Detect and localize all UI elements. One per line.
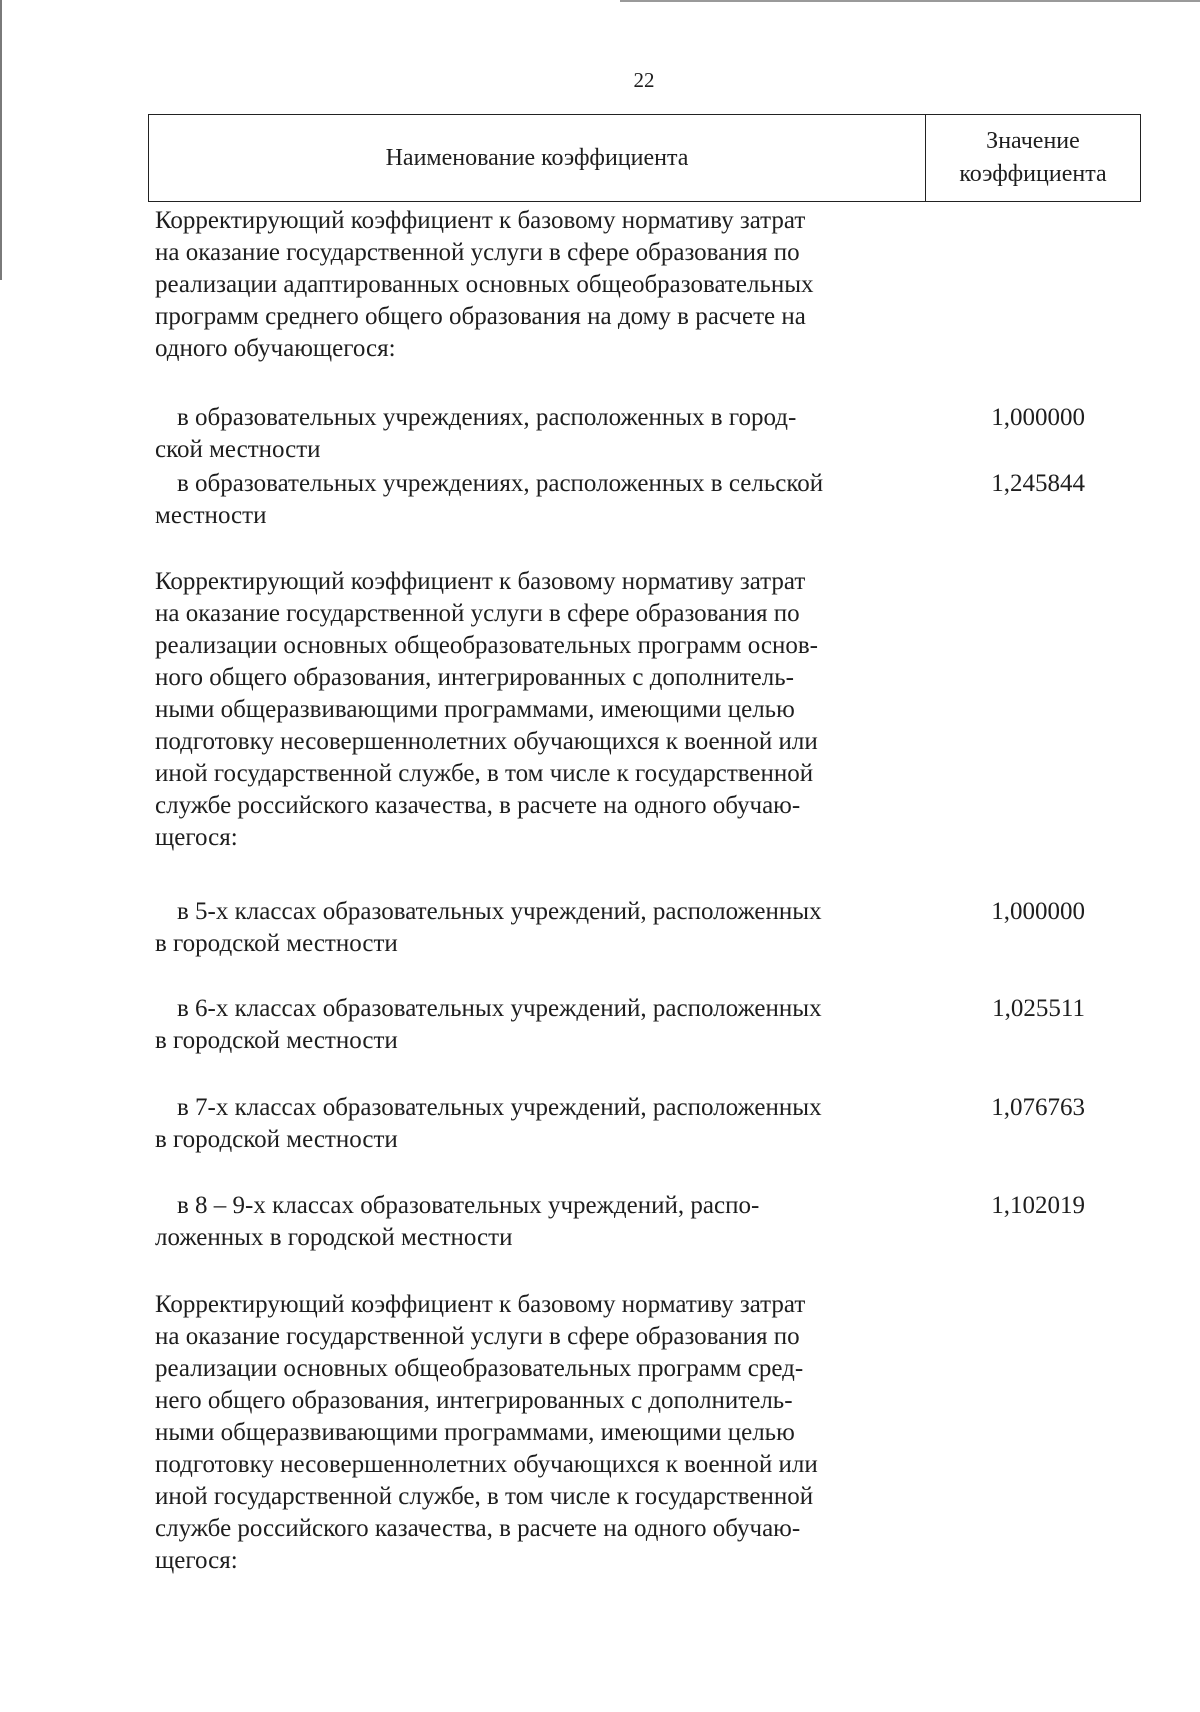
section-2-title: Корректирующий коэффициент к базовому нормативу затрат на оказание государственной услуги в сфере образования по реализации основных общеобразовательных программ основ- ного общего образования, интегрированных с дополнитель- ными общеразвивающими программами, имеющими целью подготовку несовершеннолетних обучающихся к военной или иной государственной службе, в том числе к государственной службе российского казачества, в расчете на одного обучаю- щегося:: [155, 568, 818, 851]
item-label: в 7-х классах образовательных учреждений, расположенных в городской местности: [155, 1094, 822, 1153]
table-header: [148, 114, 1141, 202]
header-value-column: Значение коэффициента: [959, 128, 1107, 187]
item-value: 1,000000: [991, 404, 1085, 431]
item-value: 1,076763: [991, 1094, 1085, 1121]
item-label: в 8 – 9-х классах образовательных учреждений, распо- ложенных в городской местности: [155, 1192, 760, 1251]
item-value: 1,245844: [991, 470, 1085, 497]
section-1-title: Корректирующий коэффициент к базовому нормативу затрат на оказание государственной услуги в сфере образования по реализации адаптированных основных общеобразовательных программ среднего общего образования на дому в расчете на одного обучающегося:: [155, 207, 814, 362]
item-value: 1,102019: [991, 1192, 1085, 1219]
section-3-title: Корректирующий коэффициент к базовому нормативу затрат на оказание государственной услуги в сфере образования по реализации основных общеобразовательных программ сред- него общего образования, интегрированных с дополнитель- ными общеразвивающими программами, имеющими целью подготовку несовершеннолетних обучающихся к военной или иной государственной службе, в том числе к государственной службе российского казачества, в расчете на одного обучаю- щегося:: [155, 1291, 818, 1574]
scan-edge-left: [0, 0, 2, 280]
header-name-column: Наименование коэффициента: [385, 144, 689, 171]
scan-edge-top: [620, 0, 1200, 2]
item-label: в образовательных учреждениях, расположенных в сельской местности: [155, 470, 824, 529]
page-number: 22: [633, 68, 655, 92]
item-value: 1,000000: [991, 898, 1085, 925]
item-label: в 6-х классах образовательных учреждений, расположенных в городской местности: [155, 995, 822, 1054]
item-label: в 5-х классах образовательных учреждений, расположенных в городской местности: [155, 898, 822, 957]
item-value: 1,025511: [992, 995, 1085, 1022]
item-label: в образовательных учреждениях, расположенных в город- ской местности: [155, 404, 797, 463]
